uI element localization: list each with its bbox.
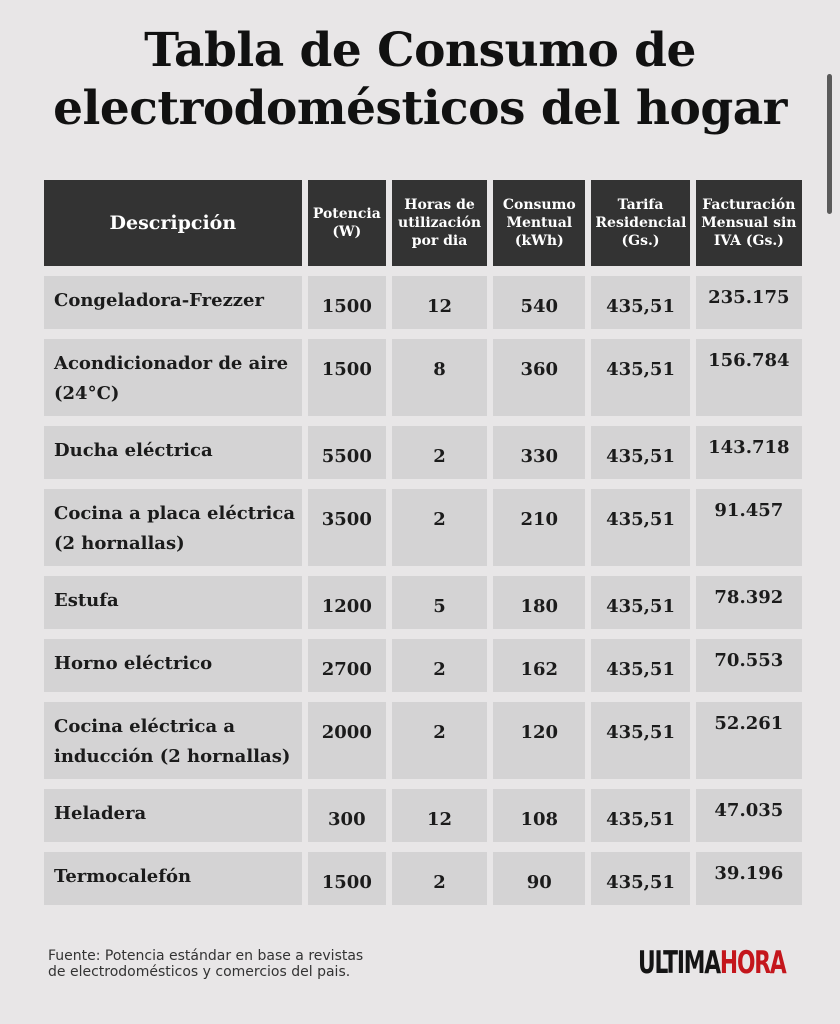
cell-facturacion: 52.261	[696, 702, 802, 779]
cell-horas: 2	[392, 639, 487, 692]
cell-consumo: 108	[493, 789, 585, 842]
header-facturacion: Facturación Mensual sin IVA (Gs.)	[696, 180, 802, 266]
cell-potencia: 1500	[308, 339, 386, 416]
cell-horas: 2	[392, 489, 487, 566]
header-descripcion: Descripción	[44, 180, 302, 266]
cell-descripcion: Horno eléctrico	[44, 639, 302, 692]
cell-facturacion: 156.784	[696, 339, 802, 416]
cell-facturacion: 235.175	[696, 276, 802, 329]
table-row	[44, 576, 802, 629]
cell-horas: 12	[392, 789, 487, 842]
cell-descripcion: Estufa	[44, 576, 302, 629]
cell-descripcion: Congeladora-Frezzer	[44, 276, 302, 329]
cell-horas: 5	[392, 576, 487, 629]
cell-potencia: 1200	[308, 576, 386, 629]
cell-descripcion: Cocina eléctrica a inducción (2 hornallas)	[44, 702, 302, 779]
cell-consumo: 90	[493, 852, 585, 905]
cell-potencia: 5500	[308, 426, 386, 479]
source-note-line-1: Fuente: Potencia estándar en base a revistas	[48, 948, 364, 964]
ultimahora-logo	[638, 944, 786, 982]
cell-tarifa: 435,51	[591, 489, 689, 566]
cell-potencia: 3500	[308, 489, 386, 566]
cell-consumo: 120	[493, 702, 585, 779]
cell-facturacion: 91.457	[696, 489, 802, 566]
table-row	[44, 639, 802, 692]
scrollbar-thumb[interactable]	[827, 74, 832, 214]
source-note-line-2: de electrodomésticos y comercios del pais.	[48, 964, 351, 980]
cell-descripcion: Termocalefón	[44, 852, 302, 905]
cell-consumo: 360	[493, 339, 585, 416]
table-row	[44, 426, 802, 479]
cell-horas: 2	[392, 852, 487, 905]
cell-facturacion: 70.553	[696, 639, 802, 692]
table-body	[44, 276, 802, 905]
table-row	[44, 489, 802, 566]
cell-tarifa: 435,51	[591, 426, 689, 479]
cell-consumo: 540	[493, 276, 585, 329]
page-title	[0, 22, 840, 138]
cell-tarifa: 435,51	[591, 702, 689, 779]
cell-facturacion: 39.196	[696, 852, 802, 905]
cell-tarifa: 435,51	[591, 576, 689, 629]
cell-descripcion: Acondicionador de aire (24°C)	[44, 339, 302, 416]
cell-descripcion: Ducha eléctrica	[44, 426, 302, 479]
cell-facturacion: 47.035	[696, 789, 802, 842]
table-header-row	[44, 180, 802, 266]
cell-descripcion: Heladera	[44, 789, 302, 842]
cell-potencia: 1500	[308, 852, 386, 905]
cell-consumo: 330	[493, 426, 585, 479]
cell-potencia: 1500	[308, 276, 386, 329]
table-row	[44, 276, 802, 329]
cell-potencia: 300	[308, 789, 386, 842]
cell-tarifa: 435,51	[591, 789, 689, 842]
table-row	[44, 852, 802, 905]
header-tarifa: Tarifa Residencial (Gs.)	[591, 180, 689, 266]
table-row	[44, 789, 802, 842]
table-row	[44, 339, 802, 416]
cell-horas: 8	[392, 339, 487, 416]
cell-potencia: 2700	[308, 639, 386, 692]
cell-consumo: 180	[493, 576, 585, 629]
source-note	[48, 948, 363, 980]
header-potencia: Potencia (W)	[308, 180, 386, 266]
header-consumo: Consumo Mentual (kWh)	[493, 180, 585, 266]
page-title-line-2: electrodomésticos del hogar	[53, 81, 787, 136]
cell-potencia: 2000	[308, 702, 386, 779]
cell-consumo: 162	[493, 639, 585, 692]
header-horas: Horas de utilización por dia	[392, 180, 487, 266]
cell-horas: 2	[392, 702, 487, 779]
table-header	[44, 180, 802, 266]
table-row	[44, 702, 802, 779]
cell-horas: 12	[392, 276, 487, 329]
cell-tarifa: 435,51	[591, 852, 689, 905]
consumption-table	[38, 170, 808, 915]
cell-tarifa: 435,51	[591, 276, 689, 329]
cell-facturacion: 143.718	[696, 426, 802, 479]
cell-horas: 2	[392, 426, 487, 479]
cell-tarifa: 435,51	[591, 639, 689, 692]
cell-tarifa: 435,51	[591, 339, 689, 416]
cell-consumo: 210	[493, 489, 585, 566]
logo-part-2: HORA	[719, 945, 786, 981]
logo-part-1: ULTIMA	[638, 945, 720, 981]
page-title-line-1: Tabla de Consumo de	[144, 23, 696, 78]
cell-descripcion: Cocina a placa eléctrica (2 hornallas)	[44, 489, 302, 566]
cell-facturacion: 78.392	[696, 576, 802, 629]
